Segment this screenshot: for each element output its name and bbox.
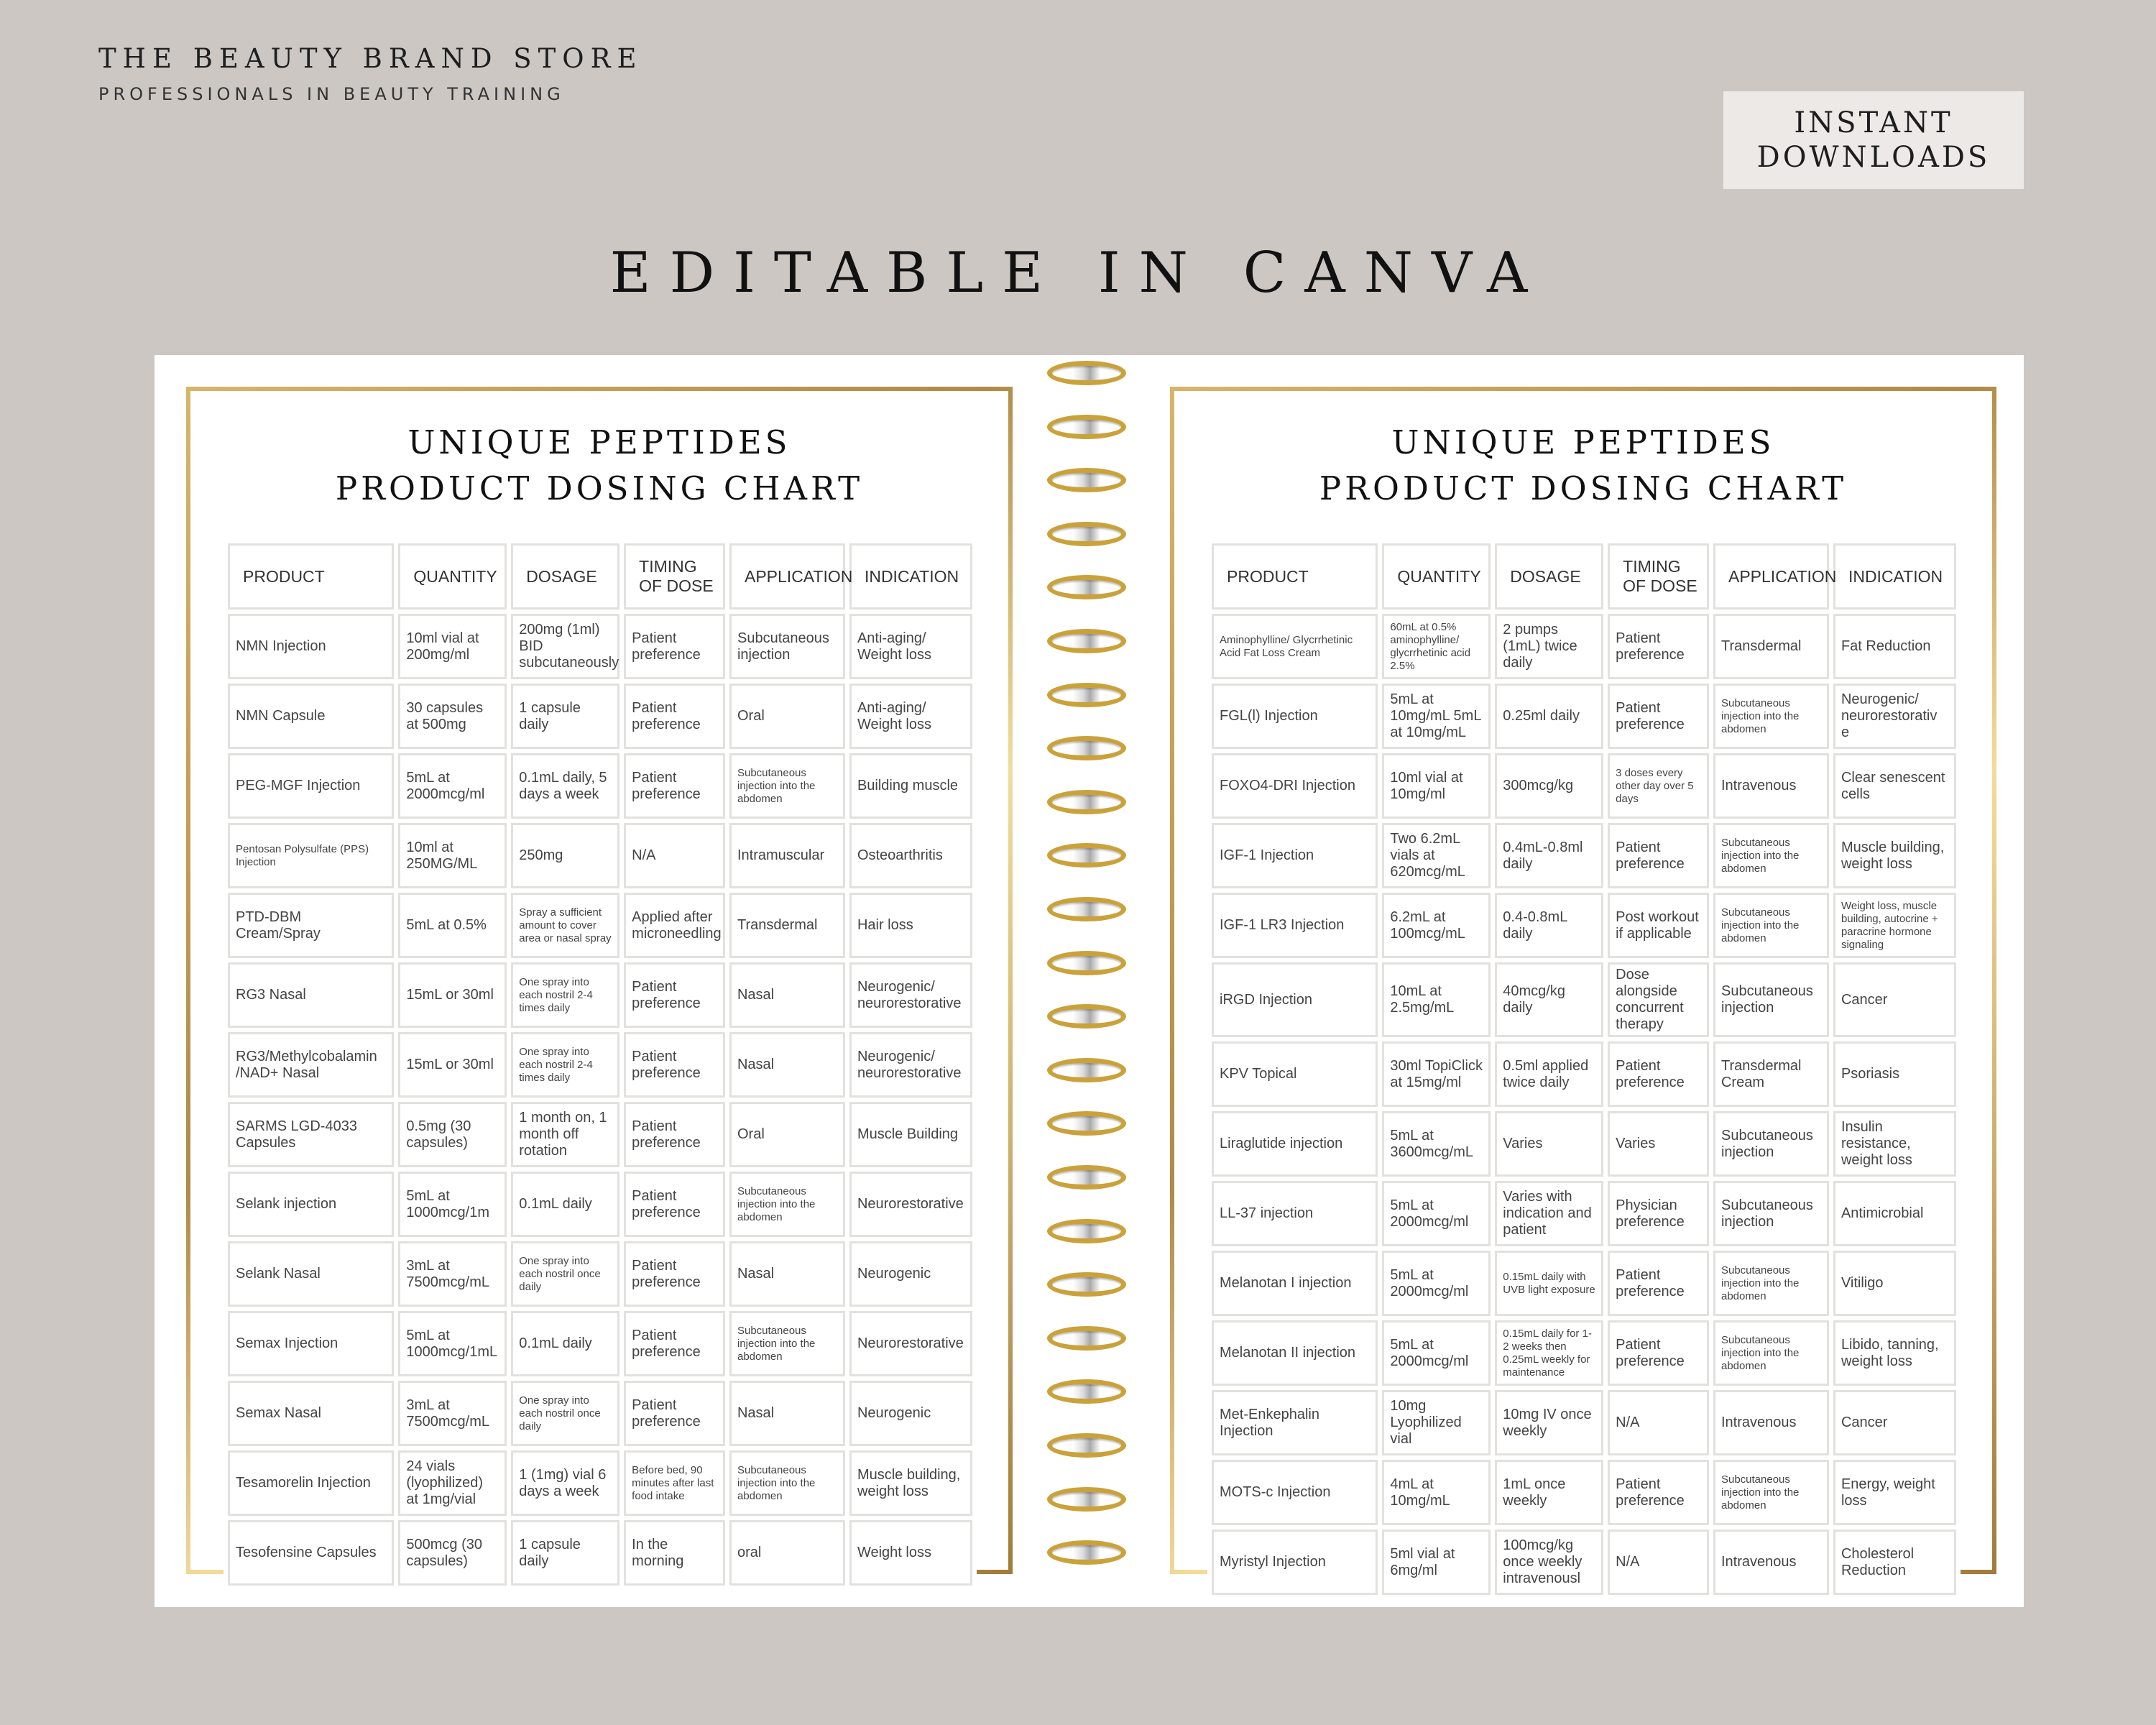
timing-cell: Patient preference — [1608, 823, 1709, 888]
indication-cell: Weight loss, muscle building, autocrine + paracrine hormone signaling — [1833, 893, 1956, 958]
timing-cell: N/A — [624, 823, 725, 888]
dosage-cell: 10mg IV once weekly — [1495, 1390, 1603, 1455]
spiral-ring — [1047, 843, 1126, 868]
header-quantity: QUANTITY — [1382, 543, 1491, 610]
indication-cell: Building muscle — [849, 753, 972, 819]
table-row — [1212, 962, 1956, 1037]
indication-cell: Muscle Building — [849, 1102, 972, 1167]
quantity-cell: 5mL at 1000mcg/1mL — [398, 1311, 507, 1376]
quantity-cell: 500mcg (30 capsules) — [398, 1520, 507, 1586]
table-row — [228, 1032, 972, 1098]
dosage-cell: 2 pumps (1mL) twice daily — [1495, 614, 1603, 679]
brand-block — [98, 43, 642, 104]
application-cell: Subcutaneous injection — [1713, 1111, 1829, 1177]
application-cell: Subcutaneous injection into the abdomen — [1713, 823, 1829, 888]
spiral-ring — [1047, 1219, 1126, 1243]
spiral-ring — [1047, 1004, 1126, 1029]
header-indication: INDICATION — [1833, 543, 1956, 610]
product-cell: Aminophylline/ Glycrrhetinic Acid Fat Loss Cream — [1212, 614, 1378, 679]
product-cell: RG3/Methylcobalamin /NAD+ Nasal — [228, 1032, 394, 1098]
product-cell: Semax Nasal — [228, 1381, 394, 1446]
product-cell: Semax Injection — [228, 1311, 394, 1376]
table-row — [228, 684, 972, 749]
quantity-cell: 5ml vial at 6mg/ml — [1382, 1530, 1491, 1595]
left-table-body — [228, 614, 972, 1586]
quantity-cell: 24 vials (lyophilized) at 1mg/vial — [398, 1450, 507, 1516]
right-table-body — [1212, 614, 1956, 1595]
dosage-cell: 1 month on, 1 month off rotation — [511, 1102, 619, 1167]
spiral-ring — [1047, 468, 1126, 492]
dosage-cell: One spray into each nostril once daily — [511, 1381, 619, 1446]
spiral-binding — [1046, 355, 1132, 1607]
header-application: APPLICATION — [1713, 543, 1829, 610]
timing-cell: Patient preference — [624, 684, 725, 749]
spiral-ring — [1047, 1058, 1126, 1082]
dosage-cell: 0.15mL daily for 1-2 weeks then 0.25mL weekly for maintenance — [1495, 1320, 1603, 1386]
timing-cell: Patient preference — [624, 1102, 725, 1167]
spiral-ring — [1047, 1165, 1126, 1190]
timing-cell: Patient preference — [624, 1032, 725, 1098]
table-row — [1212, 753, 1956, 819]
header-application: APPLICATION — [729, 543, 845, 610]
timing-cell: Patient preference — [624, 614, 725, 679]
instant-downloads-badge — [1723, 91, 2024, 189]
table-row — [228, 823, 972, 888]
dosage-cell: 100mcg/kg once weekly intravenousl — [1495, 1530, 1603, 1595]
product-cell: Pentosan Polysulfate (PPS) Injection — [228, 823, 394, 888]
right-dosing-table — [1207, 539, 1961, 1599]
application-cell: Intravenous — [1713, 753, 1829, 819]
table-row — [1212, 1530, 1956, 1595]
dosage-cell: 0.15mL daily with UVB light exposure — [1495, 1251, 1603, 1316]
table-row — [228, 1172, 972, 1237]
indication-cell: Anti-aging/ Weight loss — [849, 684, 972, 749]
spiral-ring — [1047, 736, 1126, 760]
dosage-cell: 1 capsule daily — [511, 1520, 619, 1586]
header-dosage: DOSAGE — [1495, 543, 1603, 610]
application-cell: Subcutaneous injection into the abdomen — [1713, 893, 1829, 958]
table-row — [1212, 823, 1956, 888]
header-indication: INDICATION — [849, 543, 972, 610]
dosage-cell: One spray into each nostril once daily — [511, 1241, 619, 1307]
brand-name: THE BEAUTY BRAND STORE — [98, 43, 643, 74]
application-cell: Intravenous — [1713, 1530, 1829, 1595]
indication-cell: Energy, weight loss — [1833, 1460, 1956, 1525]
dosage-cell: 0.5ml applied twice daily — [1495, 1041, 1603, 1107]
timing-cell: Patient preference — [1608, 1041, 1709, 1107]
spiral-ring — [1047, 790, 1126, 814]
timing-cell: Varies — [1608, 1111, 1709, 1177]
right-page — [1170, 387, 1996, 1586]
table-row — [1212, 1390, 1956, 1455]
indication-cell: Fat Reduction — [1833, 614, 1956, 679]
spiral-ring — [1047, 1379, 1126, 1404]
timing-cell: Patient preference — [624, 1381, 725, 1446]
application-cell: Subcutaneous injection into the abdomen — [729, 1172, 845, 1237]
application-cell: Transdermal — [729, 893, 845, 958]
indication-cell: Hair loss — [849, 893, 972, 958]
quantity-cell: 15mL or 30ml — [398, 1032, 507, 1098]
quantity-cell: 6.2mL at 100mcg/mL — [1382, 893, 1491, 958]
spiral-ring — [1047, 683, 1126, 707]
quantity-cell: 60mL at 0.5% aminophylline/ glycrrhetinic acid 2.5% — [1382, 614, 1491, 679]
table-row — [228, 1311, 972, 1376]
product-cell: IGF-1 LR3 Injection — [1212, 893, 1378, 958]
indication-cell: Osteoarthritis — [849, 823, 972, 888]
application-cell: Subcutaneous injection into the abdomen — [729, 753, 845, 819]
spiral-ring — [1047, 1326, 1126, 1351]
indication-cell: Antimicrobial — [1833, 1181, 1956, 1246]
application-cell: Nasal — [729, 1381, 845, 1446]
indication-cell: Insulin resistance, weight loss — [1833, 1111, 1956, 1177]
indication-cell: Cancer — [1833, 962, 1956, 1037]
product-cell: Myristyl Injection — [1212, 1530, 1378, 1595]
dosage-cell: 250mg — [511, 823, 619, 888]
timing-cell: Patient preference — [624, 962, 725, 1028]
quantity-cell: 5mL at 3600mcg/mL — [1382, 1111, 1491, 1177]
timing-cell: 3 doses every other day over 5 days — [1608, 753, 1709, 819]
product-cell: Selank Nasal — [228, 1241, 394, 1307]
product-cell: PEG-MGF Injection — [228, 753, 394, 819]
product-cell: KPV Topical — [1212, 1041, 1378, 1107]
application-cell: oral — [729, 1520, 845, 1586]
header-quantity: QUANTITY — [398, 543, 507, 610]
table-row — [228, 753, 972, 819]
title-line-1: UNIQUE PEPTIDES — [407, 423, 791, 461]
dosage-cell: 0.1mL daily, 5 days a week — [511, 753, 619, 819]
timing-cell: Dose alongside concurrent therapy — [1608, 962, 1709, 1037]
header-dosage: DOSAGE — [511, 543, 619, 610]
right-page-title — [1174, 420, 1992, 512]
product-cell: Tesamorelin Injection — [228, 1450, 394, 1516]
indication-cell: Neurogenic/ neurorestorative — [849, 1032, 972, 1098]
left-page-title — [190, 420, 1008, 512]
quantity-cell: 10ml vial at 200mg/ml — [398, 614, 507, 679]
quantity-cell: 3mL at 7500mcg/mL — [398, 1381, 507, 1446]
spiral-ring — [1047, 361, 1126, 385]
table-row — [1212, 893, 1956, 958]
timing-cell: Patient preference — [624, 1172, 725, 1237]
quantity-cell: 4mL at 10mg/mL — [1382, 1460, 1491, 1525]
quantity-cell: 15mL or 30ml — [398, 962, 507, 1028]
product-cell: NMN Capsule — [228, 684, 394, 749]
application-cell: Subcutaneous injection into the abdomen — [729, 1311, 845, 1376]
dosage-cell: 0.1mL daily — [511, 1311, 619, 1376]
timing-cell: Patient preference — [624, 1311, 725, 1376]
spiral-ring — [1047, 415, 1126, 439]
header-timing: TIMING OF DOSE — [624, 543, 725, 610]
application-cell: Subcutaneous injection into the abdomen — [1713, 684, 1829, 749]
table-row — [228, 614, 972, 679]
right-dosing-table-wrap — [1207, 539, 1961, 1599]
application-cell: Nasal — [729, 1241, 845, 1307]
indication-cell: Neurogenic/ neurorestorative — [849, 962, 972, 1028]
table-row — [1212, 1320, 1956, 1386]
quantity-cell: 5mL at 1000mcg/1m — [398, 1172, 507, 1237]
product-cell: Selank injection — [228, 1172, 394, 1237]
headline: EDITABLE IN CANVA — [609, 241, 1547, 305]
indication-cell: Muscle building, weight loss — [849, 1450, 972, 1516]
quantity-cell: 30 capsules at 500mg — [398, 684, 507, 749]
badge-line-2: DOWNLOADS — [1756, 141, 1991, 174]
dosage-cell: 200mg (1ml) BID subcutaneously — [511, 614, 619, 679]
dosage-cell: 0.4mL-0.8ml daily — [1495, 823, 1603, 888]
spiral-ring — [1047, 1272, 1126, 1297]
dosage-cell: 300mcg/kg — [1495, 753, 1603, 819]
quantity-cell: 5mL at 2000mcg/ml — [1382, 1251, 1491, 1316]
indication-cell: Cholesterol Reduction — [1833, 1530, 1956, 1595]
header-product: PRODUCT — [228, 543, 394, 610]
timing-cell: Patient preference — [1608, 614, 1709, 679]
dosage-cell: 1 capsule daily — [511, 684, 619, 749]
application-cell: Subcutaneous injection into the abdomen — [1713, 1320, 1829, 1386]
application-cell: Nasal — [729, 1032, 845, 1098]
timing-cell: Patient preference — [1608, 1460, 1709, 1525]
application-cell: Intramuscular — [729, 823, 845, 888]
spiral-ring — [1047, 1540, 1126, 1565]
timing-cell: N/A — [1608, 1530, 1709, 1595]
application-cell: Subcutaneous injection into the abdomen — [1713, 1460, 1829, 1525]
dosage-cell: Varies — [1495, 1111, 1603, 1177]
product-cell: Met-Enkephalin Injection — [1212, 1390, 1378, 1455]
left-dosing-table-wrap — [224, 539, 977, 1590]
product-cell: MOTS-c Injection — [1212, 1460, 1378, 1525]
quantity-cell: 3mL at 7500mcg/mL — [398, 1241, 507, 1307]
product-cell: LL-37 injection — [1212, 1181, 1378, 1246]
application-cell: Subcutaneous injection — [1713, 1181, 1829, 1246]
product-cell: FOXO4-DRI Injection — [1212, 753, 1378, 819]
quantity-cell: Two 6.2mL vials at 620mcg/mL — [1382, 823, 1491, 888]
application-cell: Subcutaneous injection — [729, 614, 845, 679]
product-cell: RG3 Nasal — [228, 962, 394, 1028]
product-cell: Liraglutide injection — [1212, 1111, 1378, 1177]
indication-cell: Neurogenic — [849, 1381, 972, 1446]
dosage-cell: 1mL once weekly — [1495, 1460, 1603, 1525]
table-row — [1212, 684, 1956, 749]
quantity-cell: 30ml TopiClick at 15mg/ml — [1382, 1041, 1491, 1107]
title-line-1: UNIQUE PEPTIDES — [1391, 423, 1775, 461]
indication-cell: Cancer — [1833, 1390, 1956, 1455]
spiral-ring — [1047, 1487, 1126, 1512]
timing-cell: Before bed, 90 minutes after last food intake — [624, 1450, 725, 1516]
indication-cell: Weight loss — [849, 1520, 972, 1586]
spiral-ring — [1047, 575, 1126, 599]
application-cell: Oral — [729, 1102, 845, 1167]
indication-cell: Clear senescent cells — [1833, 753, 1956, 819]
product-cell: SARMS LGD-4033 Capsules — [228, 1102, 394, 1167]
application-cell: Subcutaneous injection — [1713, 962, 1829, 1037]
notebook-spread — [155, 355, 2024, 1607]
application-cell: Subcutaneous injection into the abdomen — [729, 1450, 845, 1516]
title-line-2: PRODUCT DOSING CHART — [335, 469, 864, 507]
timing-cell: Physician preference — [1608, 1181, 1709, 1246]
timing-cell: Patient preference — [1608, 1320, 1709, 1386]
left-dosing-table — [224, 539, 977, 1590]
header-product: PRODUCT — [1212, 543, 1378, 610]
quantity-cell: 0.5mg (30 capsules) — [398, 1102, 507, 1167]
indication-cell: Muscle building, weight loss — [1833, 823, 1956, 888]
application-cell: Nasal — [729, 962, 845, 1028]
dosage-cell: 0.4-0.8mL daily — [1495, 893, 1603, 958]
dosage-cell: Varies with indication and patient — [1495, 1181, 1603, 1246]
table-header-row — [228, 543, 972, 610]
table-row — [228, 1102, 972, 1167]
title-line-2: PRODUCT DOSING CHART — [1319, 469, 1848, 507]
indication-cell: Neurogenic — [849, 1241, 972, 1307]
indication-cell: Neurorestorative — [849, 1311, 972, 1376]
spiral-ring — [1047, 629, 1126, 653]
product-cell: Melanotan I injection — [1212, 1251, 1378, 1316]
timing-cell: Patient preference — [624, 1241, 725, 1307]
indication-cell: Vitiligo — [1833, 1251, 1956, 1316]
table-row — [228, 893, 972, 958]
brand-tagline: PROFESSIONALS IN BEAUTY TRAINING — [98, 84, 565, 104]
indication-cell: Psoriasis — [1833, 1041, 1956, 1107]
quantity-cell: 5mL at 10mg/mL 5mL at 10mg/mL — [1382, 684, 1491, 749]
spiral-ring — [1047, 522, 1126, 546]
quantity-cell: 5mL at 0.5% — [398, 893, 507, 958]
quantity-cell: 10mg Lyophilized vial — [1382, 1390, 1491, 1455]
product-cell: NMN Injection — [228, 614, 394, 679]
table-row — [1212, 614, 1956, 679]
quantity-cell: 10ml at 250MG/ML — [398, 823, 507, 888]
timing-cell: Patient preference — [1608, 1251, 1709, 1316]
timing-cell: Patient preference — [624, 753, 725, 819]
timing-cell: Applied after microneedling — [624, 893, 725, 958]
application-cell: Intravenous — [1713, 1390, 1829, 1455]
timing-cell: In the morning — [624, 1520, 725, 1586]
timing-cell: N/A — [1608, 1390, 1709, 1455]
application-cell: Transdermal — [1713, 614, 1829, 679]
spiral-ring — [1047, 1433, 1126, 1458]
table-row — [228, 962, 972, 1028]
spiral-ring — [1047, 1111, 1126, 1136]
table-row — [1212, 1181, 1956, 1246]
table-row — [228, 1450, 972, 1516]
indication-cell: Anti-aging/ Weight loss — [849, 614, 972, 679]
badge-line-1: INSTANT — [1794, 106, 1953, 139]
dosage-cell: 0.1mL daily — [511, 1172, 619, 1237]
dosage-cell: One spray into each nostril 2-4 times daily — [511, 1032, 619, 1098]
table-row — [228, 1241, 972, 1307]
quantity-cell: 5mL at 2000mcg/ml — [1382, 1181, 1491, 1246]
quantity-cell: 5mL at 2000mcg/ml — [1382, 1320, 1491, 1386]
quantity-cell: 10mL at 2.5mg/mL — [1382, 962, 1491, 1037]
table-header-row — [1212, 543, 1956, 610]
table-row — [1212, 1251, 1956, 1316]
left-page — [186, 387, 1013, 1574]
table-row — [228, 1381, 972, 1446]
product-cell: PTD-DBM Cream/Spray — [228, 893, 394, 958]
indication-cell: Neurogenic/ neurorestorativ e — [1833, 684, 1956, 749]
indication-cell: Neurorestorative — [849, 1172, 972, 1237]
spiral-ring — [1047, 951, 1126, 975]
application-cell: Oral — [729, 684, 845, 749]
spiral-ring — [1047, 897, 1126, 921]
header-timing: TIMING OF DOSE — [1608, 543, 1709, 610]
quantity-cell: 10ml vial at 10mg/ml — [1382, 753, 1491, 819]
product-cell: Tesofensine Capsules — [228, 1520, 394, 1586]
application-cell: Transdermal Cream — [1713, 1041, 1829, 1107]
product-cell: iRGD Injection — [1212, 962, 1378, 1037]
application-cell: Subcutaneous injection into the abdomen — [1713, 1251, 1829, 1316]
table-row — [228, 1520, 972, 1586]
dosage-cell: 0.25ml daily — [1495, 684, 1603, 749]
indication-cell: Libido, tanning, weight loss — [1833, 1320, 1956, 1386]
table-row — [1212, 1111, 1956, 1177]
product-cell: Melanotan II injection — [1212, 1320, 1378, 1386]
quantity-cell: 5mL at 2000mcg/ml — [398, 753, 507, 819]
dosage-cell: 40mcg/kg daily — [1495, 962, 1603, 1037]
table-row — [1212, 1041, 1956, 1107]
dosage-cell: 1 (1mg) vial 6 days a week — [511, 1450, 619, 1516]
timing-cell: Post workout if applicable — [1608, 893, 1709, 958]
product-cell: IGF-1 Injection — [1212, 823, 1378, 888]
product-cell: FGL(l) Injection — [1212, 684, 1378, 749]
dosage-cell: Spray a sufficient amount to cover area or nasal spray — [511, 893, 619, 958]
dosage-cell: One spray into each nostril 2-4 times daily — [511, 962, 619, 1028]
table-row — [1212, 1460, 1956, 1525]
timing-cell: Patient preference — [1608, 684, 1709, 749]
